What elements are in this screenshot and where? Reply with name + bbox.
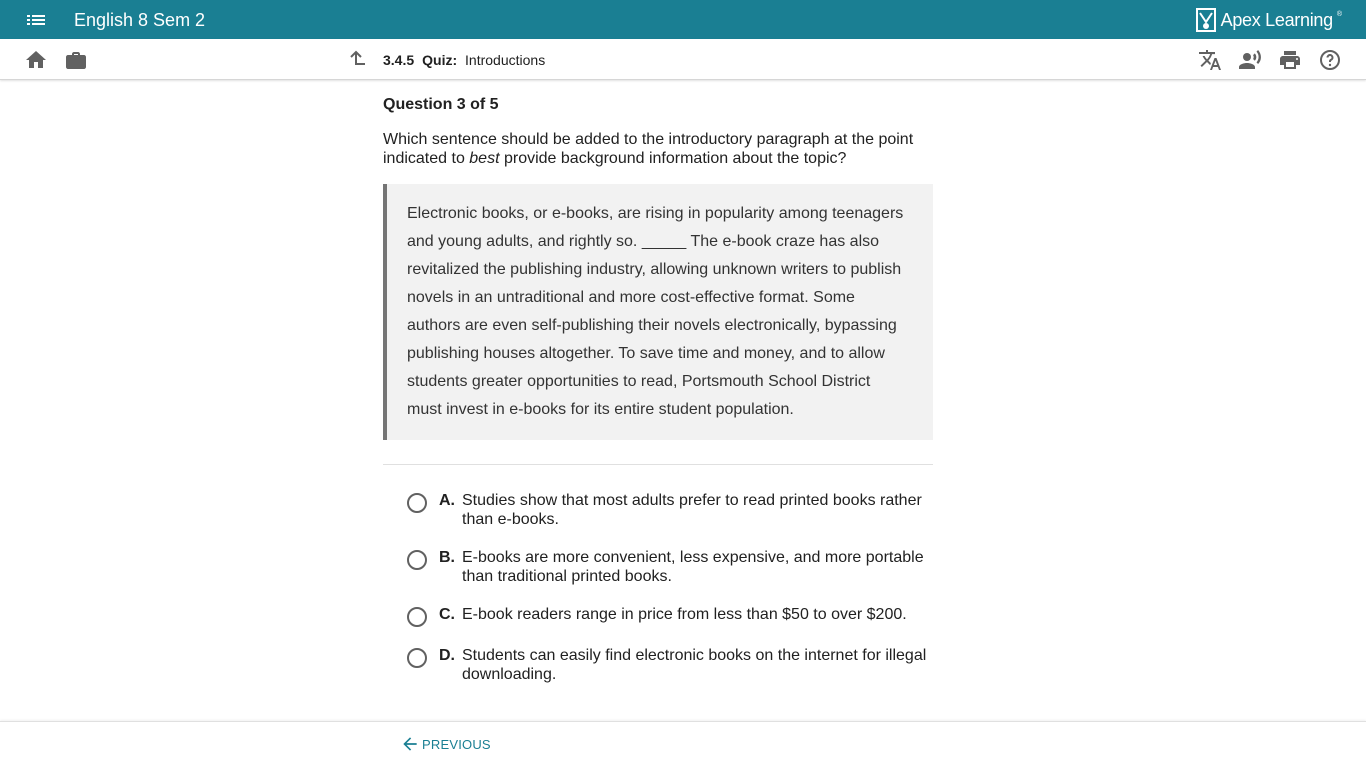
apex-logo-icon (1195, 7, 1217, 33)
radio-button[interactable] (407, 493, 427, 513)
radio-button[interactable] (407, 648, 427, 668)
choice-d[interactable] (407, 646, 933, 684)
choice-letter: A. (439, 492, 455, 509)
previous-button[interactable] (400, 734, 491, 754)
choice-letter: D. (439, 647, 455, 664)
divider (383, 464, 933, 465)
top-bar (0, 0, 1366, 39)
activity-number: 3.4.5 (383, 52, 415, 68)
briefcase-icon[interactable] (64, 48, 88, 72)
choice-letter: B. (439, 549, 455, 566)
text-to-speech-icon[interactable] (1238, 48, 1262, 72)
up-arrow-icon[interactable] (346, 48, 370, 72)
print-icon[interactable] (1278, 48, 1302, 72)
radio-button[interactable] (407, 607, 427, 627)
question-panel (383, 94, 933, 703)
choice-text: E-book readers range in price from less than $50 to over $200. (462, 606, 907, 623)
choice-text: Studies show that most adults prefer to read printed books rather than e-books. (462, 492, 922, 528)
home-icon[interactable] (24, 48, 48, 72)
course-title: English 8 Sem 2 (74, 10, 206, 30)
question-text (383, 130, 933, 168)
choice-text: Students can easily find electronic books on the internet for illegal downloading. (462, 647, 927, 683)
choice-text: E-books are more convenient, less expensive, and more portable than traditional printed books. (462, 549, 924, 585)
question-header: Question 3 of 5 (383, 96, 499, 113)
passage: Electronic books, or e-books, are rising in popularity among teenagers and young adults, and rightly so. _____ The e-book craze has also revitalized the publishing industry, allowing unknown writers to publish novels in an untraditional and more cost-effective format. Some authors are even self-publishing their novels electronically, bypassing publishing houses altogether. To save time and money, and to allow students greater opportunities to read, Portsmouth School District must invest in e-books for its entire student population. (383, 184, 933, 440)
activity-title: Introductions (465, 52, 546, 68)
translate-icon[interactable] (1198, 48, 1222, 72)
help-icon[interactable] (1318, 48, 1342, 72)
choice-c[interactable] (407, 605, 933, 627)
question-emphasis: best (469, 150, 500, 167)
choice-b[interactable] (407, 548, 933, 586)
footer-bar (0, 721, 1366, 768)
brand-mark: ® (1336, 11, 1342, 18)
radio-button[interactable] (407, 550, 427, 570)
question-text-part: Which sentence should be added to the introductory paragraph at the point indicated to (383, 131, 914, 167)
question-text-part: provide background information about the topic? (499, 150, 847, 167)
arrow-left-icon (400, 734, 420, 754)
activity-type: Quiz: (422, 52, 458, 68)
breadcrumb (383, 51, 545, 69)
brand-logo (1195, 7, 1342, 33)
previous-label: PREVIOUS (422, 736, 491, 752)
toolbar (0, 39, 1366, 80)
answer-choices (383, 491, 933, 684)
choice-a[interactable] (407, 491, 933, 529)
brand-name: Apex Learning (1220, 9, 1333, 30)
choice-letter: C. (439, 606, 455, 623)
list-icon[interactable] (24, 9, 48, 31)
